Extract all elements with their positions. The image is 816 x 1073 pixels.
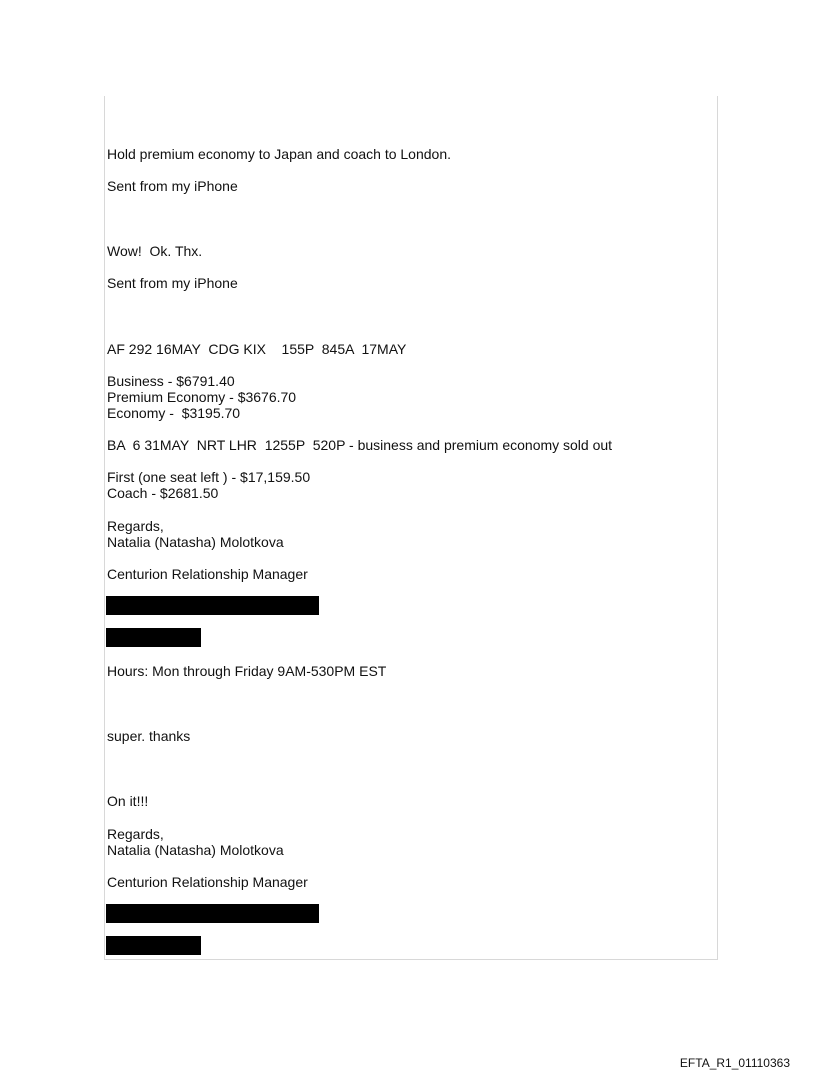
redaction-block	[106, 596, 319, 615]
reply-wow: Wow! Ok. Thx.	[107, 243, 203, 259]
document-id: EFTA_R1_01110363	[679, 1056, 790, 1070]
regards-2: Regards,	[107, 826, 164, 842]
sender-title-1: Centurion Relationship Manager	[107, 566, 308, 582]
sent-from-iphone-2: Sent from my iPhone	[107, 275, 238, 291]
sender-name-1: Natalia (Natasha) Molotkova	[107, 534, 284, 550]
flight-af-292: AF 292 16MAY CDG KIX 155P 845A 17MAY	[107, 341, 407, 357]
reply-on-it: On it!!!	[107, 793, 149, 809]
fare-business: Business - $6791.40	[107, 373, 235, 389]
redaction-block	[106, 936, 201, 955]
reply-super-thanks: super. thanks	[107, 728, 191, 744]
flight-ba-6: BA 6 31MAY NRT LHR 1255P 520P - business and premium economy sold out	[107, 437, 613, 453]
sender-name-2: Natalia (Natasha) Molotkova	[107, 842, 284, 858]
reply-hold-premium: Hold premium economy to Japan and coach to London.	[107, 146, 451, 162]
fare-first: First (one seat left ) - $17,159.50	[107, 469, 311, 485]
sent-from-iphone-1: Sent from my iPhone	[107, 178, 238, 194]
redaction-block	[106, 628, 201, 647]
sender-title-2: Centurion Relationship Manager	[107, 874, 308, 890]
fare-premium-economy: Premium Economy - $3676.70	[107, 389, 297, 405]
fare-coach: Coach - $2681.50	[107, 485, 219, 501]
business-hours: Hours: Mon through Friday 9AM-530PM EST	[107, 663, 387, 679]
redaction-block	[106, 904, 319, 923]
regards-1: Regards,	[107, 518, 164, 534]
fare-economy: Economy - $3195.70	[107, 405, 241, 421]
message-frame	[104, 96, 718, 960]
